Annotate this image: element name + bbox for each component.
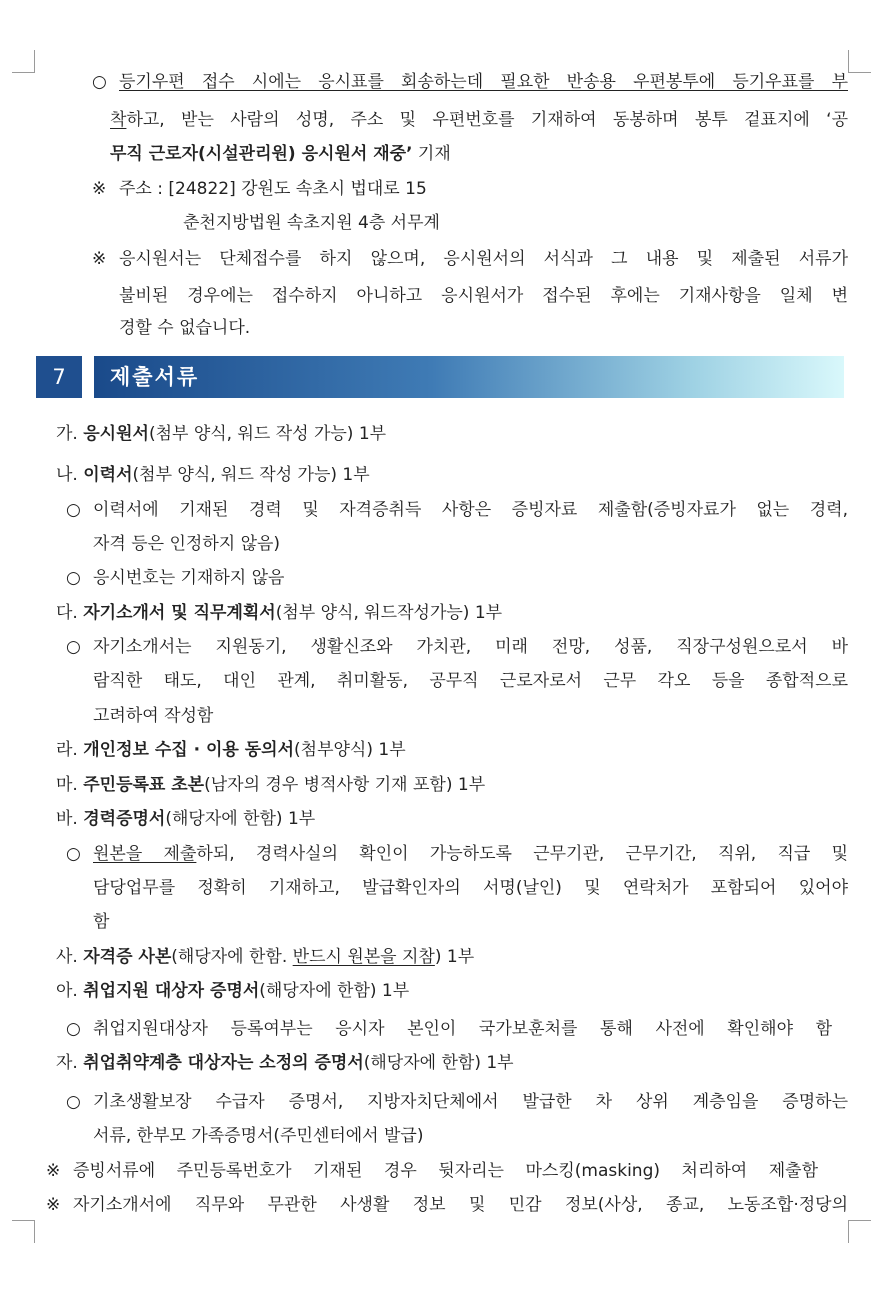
reference-mark: ※ bbox=[46, 1161, 61, 1181]
item-ma: 마. 주민등록표 초본(남자의 경우 병적사항 기재 포함) 1부 bbox=[56, 775, 486, 795]
item-ba-sub-1-cont: 담당업무를 정확히 기재하고, 발급확인자의 서명(날인) 및 연락처가 포함되어 있어야 bbox=[93, 878, 848, 898]
item-ja-sub-1-cont: 서류, 한부모 가족증명서(주민센터에서 발급) bbox=[93, 1126, 424, 1146]
section-number: 7 bbox=[36, 356, 82, 398]
item-ba: 바. 경력증명서(해당자에 한함) 1부 bbox=[56, 809, 316, 829]
note-1: ※ 증빙서류에 주민등록번호가 기재된 경우 뒷자리는 마스킹(masking) 처리하여 제출함 bbox=[46, 1161, 818, 1181]
intro-line-6: ※ 응시원서는 단체접수를 하지 않으며, 응시원서의 서식과 그 내용 및 제출된 서류가 bbox=[92, 249, 848, 269]
item-ba-sub-1: ○ 원본을 제출하되, 경력사실의 확인이 가능하도록 근무기관, 근무기간, 직위, 직급 및 bbox=[66, 844, 848, 864]
reference-mark: ※ bbox=[46, 1195, 61, 1215]
item-ja-sub-1: ○ 기초생활보장 수급자 증명서, 지방자치단체에서 발급한 차 상위 계층임을 증명하는 bbox=[66, 1092, 848, 1112]
circle-bullet: ○ bbox=[66, 844, 81, 864]
intro-line-1: ○ 등기우편 접수 시에는 응시표를 회송하는데 필요한 반송용 우편봉투에 등기우표를 부 bbox=[92, 72, 848, 92]
circle-bullet: ○ bbox=[66, 568, 81, 588]
intro-line-7: 불비된 경우에는 접수하지 아니하고 응시원서가 접수된 후에는 기재사항을 일체 변 bbox=[119, 286, 848, 306]
reference-mark: ※ bbox=[92, 249, 107, 269]
circle-bullet: ○ bbox=[66, 500, 81, 520]
section-title: 제출서류 bbox=[110, 365, 200, 389]
crop-mark-bottom-left bbox=[12, 1220, 35, 1243]
crop-mark-bottom-right bbox=[848, 1220, 871, 1243]
item-na-sub-1-cont: 자격 등은 인정하지 않음) bbox=[93, 534, 281, 554]
item-na-sub-1: ○ 이력서에 기재된 경력 및 자격증취득 사항은 증빙자료 제출함(증빙자료가 없는 경력, bbox=[66, 500, 848, 520]
item-a-sub-1: ○ 취업지원대상자 등록여부는 응시자 본인이 국가보훈처를 통해 사전에 확인해야 함 bbox=[66, 1019, 832, 1039]
item-da-sub-1: ○ 자기소개서는 지원동기, 생활신조와 가치관, 미래 전망, 성품, 직장구성원으로서 바 bbox=[66, 637, 848, 657]
item-na-sub-2: ○ 응시번호는 기재하지 않음 bbox=[66, 568, 285, 588]
note-2: ※ 자기소개서에 직무와 무관한 사생활 정보 및 민감 정보(사상, 종교, 노동조합·정당의 bbox=[46, 1195, 848, 1215]
item-na: 나. 이력서(첨부 양식, 워드 작성 가능) 1부 bbox=[56, 465, 370, 485]
circle-bullet: ○ bbox=[66, 1092, 81, 1112]
item-da-sub-1-cont-2: 고려하여 작성함 bbox=[93, 706, 214, 726]
item-ga: 가. 응시원서(첨부 양식, 워드 작성 가능) 1부 bbox=[56, 424, 387, 444]
item-ba-sub-1-cont-2: 함 bbox=[93, 912, 110, 932]
crop-mark-top-left bbox=[12, 50, 35, 73]
address-line: ※ 주소 : [24822] 강원도 속초시 법대로 15 bbox=[92, 179, 427, 199]
section-header bbox=[36, 356, 844, 398]
item-da-sub-1-cont: 람직한 태도, 대인 관계, 취미활동, 공무직 근로자로서 근무 각오 등을 종합적으로 bbox=[93, 671, 848, 691]
intro-line-3: 무직 근로자(시설관리원) 응시원서 재중’ 기재 bbox=[110, 144, 451, 164]
circle-bullet: ○ bbox=[66, 637, 81, 657]
circle-bullet: ○ bbox=[92, 72, 107, 92]
crop-mark-top-right bbox=[848, 50, 871, 73]
item-ja: 자. 취업취약계층 대상자는 소정의 증명서(해당자에 한함) 1부 bbox=[56, 1053, 514, 1073]
reference-mark: ※ bbox=[92, 179, 107, 199]
circle-bullet: ○ bbox=[66, 1019, 81, 1039]
item-da: 다. 자기소개서 및 직무계획서(첨부 양식, 워드작성가능) 1부 bbox=[56, 603, 503, 623]
item-ra: 라. 개인정보 수집 · 이용 동의서(첨부양식) 1부 bbox=[56, 740, 406, 760]
item-a: 아. 취업지원 대상자 증명서(해당자에 한함) 1부 bbox=[56, 981, 410, 1001]
address-line-2: 춘천지방법원 속초지원 4층 서무계 bbox=[183, 213, 440, 233]
item-sa: 사. 자격증 사본(해당자에 한함. 반드시 원본을 지참) 1부 bbox=[56, 947, 475, 967]
intro-line-8: 경할 수 없습니다. bbox=[119, 318, 251, 338]
intro-line-2: 착하고, 받는 사람의 성명, 주소 및 우편번호를 기재하여 동봉하며 봉투 겉표지에 ‘공 bbox=[110, 110, 848, 130]
section-title-bar bbox=[94, 356, 844, 398]
